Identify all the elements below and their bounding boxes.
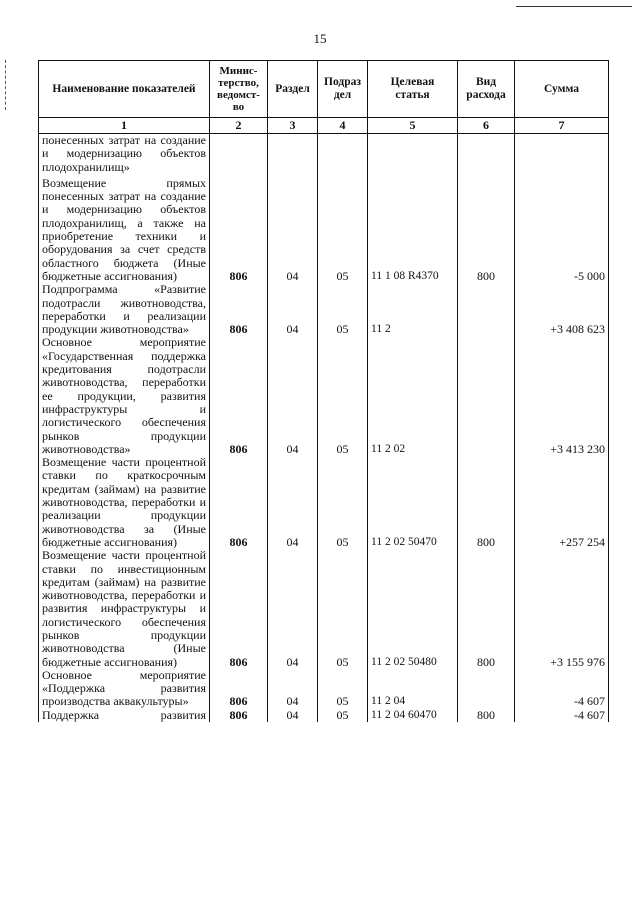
row-sum: -5 000 <box>515 177 609 283</box>
target-header-line-1: Целевая <box>390 76 435 88</box>
table-row <box>39 709 609 722</box>
row-name: Основное мероприятие «Поддержка развития производства аквакультуры» <box>39 669 210 709</box>
row-name: Возмещение прямых понесенных затрат на создание и модернизацию объектов плодохранилищ, а также на приобретение техники и оборудования за счет средств областного бюджета (Иные бюджетные ассигнования) <box>39 177 210 283</box>
row-name: Поддержка развития <box>39 709 210 722</box>
table-row <box>39 456 609 549</box>
row-target: 11 2 04 60470 <box>368 709 458 722</box>
row-name: Возмещение части процентной ставки по краткосрочным кредитам (займам) на развитие животноводства, переработки и реализации продукции животноводства за (Иные бюджетные ассигнования) <box>39 456 210 549</box>
row-expense <box>458 669 515 709</box>
subsection-header-line-2: дел <box>333 89 352 101</box>
row-name: Возмещение части процентной ставки по инвестиционным кредитам (займам) на развитие животноводства, переработки и развития инфраструктуры и логистического обеспечения рынков продукции животноводства (Иные бюджетные ассигнования) <box>39 549 210 669</box>
row-ministry: 806 <box>210 669 268 709</box>
table-row <box>39 336 609 456</box>
ministry-header-line-2: терство, <box>218 77 259 89</box>
col-number-7: 7 <box>515 118 609 134</box>
col-header-sum: Сумма <box>515 61 609 118</box>
row-expense: 800 <box>458 709 515 722</box>
col-header-target <box>368 61 458 118</box>
col-number-1: 1 <box>39 118 210 134</box>
row-section: 04 <box>268 336 318 456</box>
row-section: 04 <box>268 549 318 669</box>
table-row <box>39 177 609 283</box>
column-number-row <box>39 118 609 134</box>
row-ministry: 806 <box>210 336 268 456</box>
page-number: 15 <box>313 31 327 46</box>
row-section: 04 <box>268 283 318 336</box>
row-sum: -4 607 <box>515 669 609 709</box>
row-name: понесенных затрат на создание и модернизацию объектов плодохранилищ» <box>39 134 210 177</box>
row-ministry <box>210 134 268 177</box>
row-ministry: 806 <box>210 709 268 722</box>
row-target <box>368 134 458 177</box>
col-number-6: 6 <box>458 118 515 134</box>
row-sum: +257 254 <box>515 456 609 549</box>
col-number-4: 4 <box>318 118 368 134</box>
header-row <box>39 61 609 118</box>
row-ministry: 806 <box>210 283 268 336</box>
row-sum: +3 413 230 <box>515 336 609 456</box>
row-subsection: 05 <box>318 709 368 722</box>
top-corner-rule <box>516 6 632 7</box>
row-sum <box>515 134 609 177</box>
row-sum: -4 607 <box>515 709 609 722</box>
row-subsection: 05 <box>318 177 368 283</box>
table-row <box>39 549 609 669</box>
row-subsection: 05 <box>318 669 368 709</box>
table-row <box>39 134 609 177</box>
row-expense: 800 <box>458 549 515 669</box>
row-ministry: 806 <box>210 456 268 549</box>
row-subsection: 05 <box>318 283 368 336</box>
row-subsection: 05 <box>318 456 368 549</box>
row-target: 11 1 08 R4370 <box>368 177 458 283</box>
ministry-header-line-3: ведомст- <box>217 89 260 101</box>
row-ministry: 806 <box>210 177 268 283</box>
row-expense <box>458 336 515 456</box>
ministry-header-line-1: Минис- <box>219 65 258 77</box>
binding-marks <box>5 60 8 110</box>
row-target: 11 2 02 50470 <box>368 456 458 549</box>
col-header-ministry <box>210 61 268 118</box>
target-header-line-2: статья <box>395 89 430 101</box>
row-expense: 800 <box>458 177 515 283</box>
row-target: 11 2 02 <box>368 336 458 456</box>
row-target: 11 2 02 50480 <box>368 549 458 669</box>
row-expense <box>458 283 515 336</box>
row-section <box>268 134 318 177</box>
col-number-5: 5 <box>368 118 458 134</box>
row-name: Подпрограмма «Развитие подотрасли животноводства, переработки и реализации продукции животноводства» <box>39 283 210 336</box>
row-expense: 800 <box>458 456 515 549</box>
row-sum: +3 155 976 <box>515 549 609 669</box>
row-target: 11 2 04 <box>368 669 458 709</box>
col-header-section: Раздел <box>268 61 318 118</box>
col-number-3: 3 <box>268 118 318 134</box>
row-section: 04 <box>268 177 318 283</box>
col-header-expense <box>458 61 515 118</box>
row-section: 04 <box>268 456 318 549</box>
table-row <box>39 669 609 709</box>
row-subsection <box>318 134 368 177</box>
row-ministry: 806 <box>210 549 268 669</box>
row-name: Основное мероприятие «Государственная поддержка кредитования подотрасли животноводства, переработки ее продукции, развития инфраструктуры и логистического обеспечения рынков продукции животноводства» <box>39 336 210 456</box>
col-header-name: Наименование показателей <box>39 61 210 118</box>
expense-header-line-2: расхода <box>466 89 506 101</box>
budget-table <box>38 60 609 722</box>
col-header-subsection <box>318 61 368 118</box>
row-sum: +3 408 623 <box>515 283 609 336</box>
col-number-2: 2 <box>210 118 268 134</box>
table-row <box>39 283 609 336</box>
row-section: 04 <box>268 709 318 722</box>
row-subsection: 05 <box>318 336 368 456</box>
row-expense <box>458 134 515 177</box>
ministry-header-line-4: во <box>232 101 245 113</box>
row-section: 04 <box>268 669 318 709</box>
subsection-header-line-1: Подраз <box>324 76 361 88</box>
expense-header-line-1: Вид <box>475 76 497 88</box>
row-subsection: 05 <box>318 549 368 669</box>
row-target: 11 2 <box>368 283 458 336</box>
